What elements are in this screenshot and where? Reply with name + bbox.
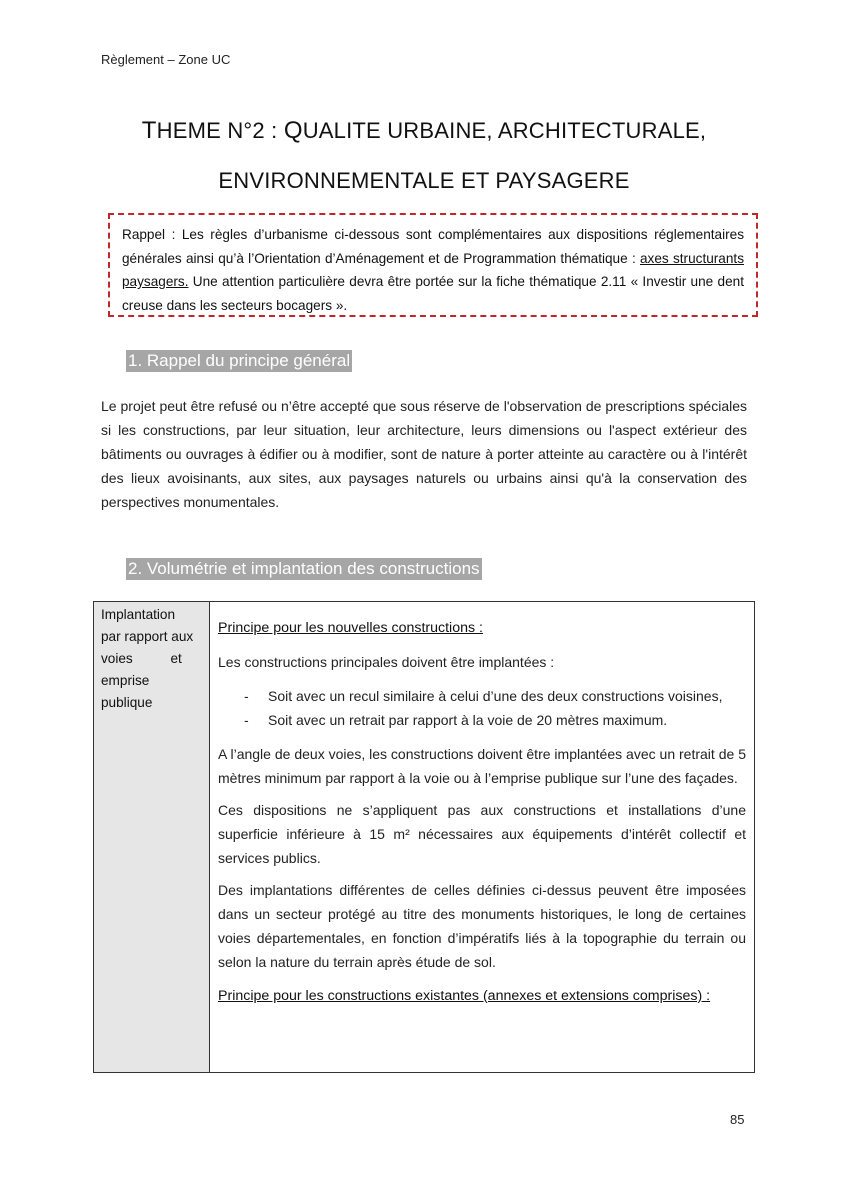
section-1-paragraph: Le projet peut être refusé ou n’être accepté que sous réserve de l'observation de prescriptions spéciales si les constructions, par leur situation, leur architecture, leurs dimensions ou l'aspect extérieur des bâtiments ou ouvrages à édifier ou à modifier, sont de nature à porter atteinte au caractère ou à l'intérêt des lieux avoisinants, aux sites, aux paysages naturels ou urbains ainsi qu'à la conservation des perspectives monumentales. xyxy=(101,398,747,510)
dash-list xyxy=(218,684,746,732)
table-content-cell xyxy=(210,602,754,1072)
table-label-cell xyxy=(94,602,210,1072)
title-line-1: THEME N°2 : QUALITE URBAINE, ARCHITECTURALE, xyxy=(141,117,707,144)
page-title xyxy=(0,106,848,206)
new-constructions-heading: Principe pour les nouvelles constructions : xyxy=(218,620,483,636)
list-item: - Soit avec un retrait par rapport à la voie de 20 mètres maximum. xyxy=(244,712,668,728)
exceptions-paragraph: Des implantations différentes de celles définies ci-dessus peuvent être imposées dans un secteur protégé au titre des monuments historiques, le long de certaines voies départementales, en fonction d’impératifs liés à la topographie du terrain ou selon la nature du terrain après étude de sol. xyxy=(218,882,746,970)
list-item: - Soit avec un recul similaire à celui d’une des deux constructions voisines, xyxy=(244,688,723,704)
exemption-paragraph: Ces dispositions ne s’appliquent pas aux constructions et installations d’une superficie inférieure à 15 m² nécessaires aux équipements d’intérêt collectif et services publics. xyxy=(218,802,746,866)
page-number: 85 xyxy=(730,1112,745,1127)
label-line: Implantation xyxy=(101,607,176,622)
label-line: par rapport aux xyxy=(101,629,194,644)
angle-paragraph: A l’angle de deux voies, les constructions doivent être implantées avec un retrait de 5 mètres minimum par rapport à la voie ou à l’emprise publique sur l’une des façades. xyxy=(218,746,746,786)
intro-text: Les constructions principales doivent être implantées : xyxy=(218,654,555,670)
rappel-box xyxy=(108,213,758,317)
rappel-text-2: Une attention particulière devra être portée sur la fiche thématique 2.11 « Investir une dent creuse dans les secteurs bocagers ». xyxy=(122,274,744,313)
title-line-2: ENVIRONNEMENTALE ET PAYSAGERE xyxy=(218,168,630,193)
running-header: Règlement – Zone UC xyxy=(101,52,231,67)
rule-table xyxy=(93,601,755,1073)
existing-constructions-heading: Principe pour les constructions existantes (annexes et extensions comprises) : xyxy=(218,988,711,1004)
section-2-heading: 2. Volumétrie et implantation des constructions xyxy=(128,559,480,578)
rappel-text-1: Rappel : Les règles d’urbanisme ci-dessous sont complémentaires aux dispositions réglementaires générales ainsi qu’à l’Orientation d’Aménagement et de Programmation thématique : xyxy=(122,227,744,266)
section-1-heading: 1. Rappel du principe général xyxy=(128,351,351,370)
label-line: voies et xyxy=(101,651,182,666)
rappel-link-axes: axes structurants paysagers. xyxy=(122,250,744,289)
label-line: emprise xyxy=(101,673,150,688)
label-line: publique xyxy=(101,695,153,710)
